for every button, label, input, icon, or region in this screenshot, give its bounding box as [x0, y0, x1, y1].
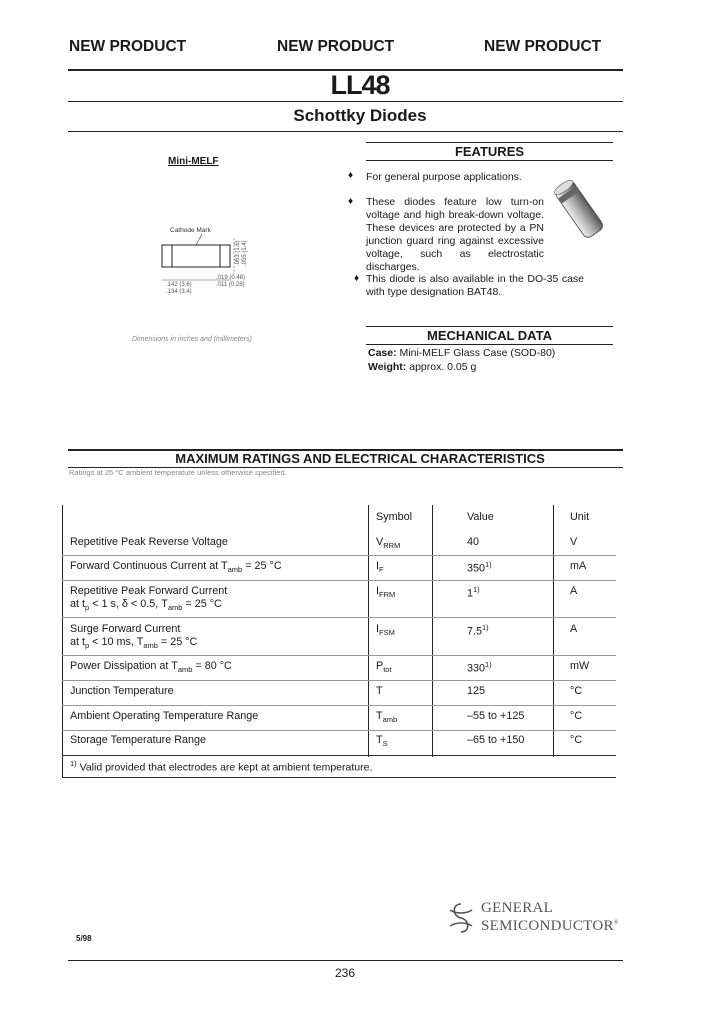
- value-cell: –65 to +150: [467, 734, 525, 746]
- symbol-cell: $T_{amb}$: [376, 710, 398, 725]
- feature-item: For general purpose applications.: [366, 171, 522, 183]
- brand-line1: GENERAL: [481, 900, 554, 916]
- col-line: [432, 505, 433, 757]
- table-bottom-line: [62, 777, 616, 778]
- param-cell: Storage Temperature Range: [70, 734, 207, 746]
- symbol-cell: $I_{FSM}$: [376, 623, 395, 638]
- unit-cell: V: [570, 536, 578, 548]
- features-title: FEATURES: [454, 144, 525, 159]
- footer-rule: [68, 960, 623, 961]
- banner-left: NEW PRODUCT: [69, 38, 187, 55]
- case-label: Case:: [368, 347, 397, 359]
- unit-cell: mA: [570, 560, 587, 572]
- subtitle: Schottky Diodes: [293, 106, 427, 125]
- value-cell: 350$^{1)}$: [467, 560, 492, 575]
- param-cell: Surge Forward Current: [70, 623, 181, 635]
- dim-d: .134 (3.4): [166, 289, 192, 295]
- param-cell: Junction Temperature: [70, 685, 174, 697]
- row-line: [62, 655, 616, 656]
- feature-item: These diodes feature low turn-on voltage and high break-down voltage. These devices are protected by a PN junction guard ring against excessive voltage, such as electrostatic discharges.: [366, 196, 544, 273]
- banner-right: NEW PRODUCT: [484, 38, 602, 55]
- company-logo: [444, 900, 478, 936]
- value-cell: 125: [467, 685, 486, 697]
- row-line: [62, 705, 616, 706]
- cathode-label: Cathode Mark: [170, 227, 211, 234]
- footnote: $^{1)}$ Valid provided that electrodes are kept at ambient temperature.: [70, 759, 373, 774]
- date-code: 5/98: [76, 934, 92, 943]
- weight-label: Weight:: [368, 361, 407, 373]
- case-line: [368, 347, 555, 359]
- symbol-cell: $I_{FRM}$: [376, 585, 396, 600]
- row-line: [62, 580, 616, 581]
- unit-cell: °C: [570, 710, 583, 722]
- dim-a: .063 (1.6): [235, 240, 241, 266]
- unit-cell: °C: [570, 685, 583, 697]
- symbol-cell: $P_{tot}$: [376, 660, 392, 675]
- mechanical-title: MECHANICAL DATA: [427, 328, 552, 343]
- row-line: [62, 555, 616, 556]
- feature-item: This diode is also available in the DO-35 case with type designation BAT48.: [366, 273, 584, 298]
- param-cell-line2: at $t_p < 1$ s, δ < 0.5, $T_{amb} = 25$ °C: [70, 598, 222, 613]
- col-line: [368, 505, 369, 757]
- case-value: Mini-MELF Glass Case (SOD-80): [399, 347, 556, 359]
- value-cell: 7.5$^{1)}$: [467, 623, 489, 638]
- units-note: Dimensions in inches and (millimeters): [132, 336, 252, 343]
- subtitle-rule: [68, 131, 623, 132]
- dim-e: .019 (0.48): [216, 275, 246, 281]
- symbol-cell: $V_{RRM}$: [376, 536, 401, 551]
- bullet-icon: ♦: [354, 273, 360, 284]
- dim-c: .142 (3.6): [166, 282, 192, 288]
- row-line: [62, 617, 616, 618]
- header-unit: Unit: [570, 511, 590, 523]
- mechanical-rule-bottom: [366, 344, 613, 345]
- unit-cell: A: [570, 585, 578, 597]
- bullet-icon: ♦: [348, 170, 354, 181]
- unit-cell: °C: [570, 734, 583, 746]
- banner-center: NEW PRODUCT: [277, 38, 395, 55]
- cathode-leader: [196, 234, 202, 245]
- unit-cell: A: [570, 623, 578, 635]
- col-line: [62, 505, 63, 778]
- value-cell: 1$^{1)}$: [467, 585, 480, 600]
- mechanical-rule-top: [366, 326, 613, 327]
- value-cell: 330$^{1)}$: [467, 660, 492, 675]
- ratings-title: MAXIMUM RATINGS AND ELECTRICAL CHARACTERISTICS: [175, 451, 545, 466]
- features-rule-top: [366, 142, 613, 143]
- dim-f: .011 (0.28): [216, 282, 245, 288]
- header-value: Value: [467, 511, 494, 523]
- weight-value: approx. 0.05 g: [409, 361, 477, 373]
- symbol-cell: $I_F$: [376, 560, 384, 575]
- weight-line: [368, 361, 476, 373]
- value-cell: 40: [467, 536, 480, 548]
- ratings-table: [62, 505, 616, 777]
- brand-line2: SEMICONDUCTOR®: [481, 918, 619, 934]
- package-drawing: [130, 218, 280, 300]
- dim-b: .055 (1.4): [242, 240, 248, 266]
- row-line: [62, 730, 616, 731]
- param-cell: Forward Continuous Current at $T_{amb} = 25$ °C: [70, 560, 282, 575]
- symbol-cell: $T_S$: [376, 734, 388, 749]
- symbol-cell: T: [376, 685, 383, 697]
- features-rule-bottom: [366, 160, 613, 161]
- bullet-icon: ♦: [348, 196, 354, 207]
- param-cell-line2: at $t_p < 10$ ms, $T_{amb} = 25$ °C: [70, 636, 198, 651]
- ratings-note: Ratings at 25 °C ambient temperature unless otherwise specified.: [69, 468, 287, 477]
- package-title: Mini-MELF: [168, 156, 219, 167]
- param-cell: Repetitive Peak Forward Current: [70, 585, 228, 597]
- value-cell: –55 to +125: [467, 710, 525, 722]
- param-cell: Ambient Operating Temperature Range: [70, 710, 259, 722]
- diode-illustration: [550, 174, 610, 244]
- row-line: [62, 755, 616, 756]
- header-symbol: Symbol: [376, 511, 413, 523]
- title-rule: [68, 101, 623, 102]
- param-cell: Power Dissipation at $T_{amb} = 80$ °C: [70, 660, 232, 675]
- part-number: LL48: [330, 70, 390, 100]
- unit-cell: mW: [570, 660, 590, 672]
- row-line: [62, 680, 616, 681]
- col-line: [553, 505, 554, 757]
- page-number: 236: [334, 966, 356, 980]
- param-cell: Repetitive Peak Reverse Voltage: [70, 536, 228, 548]
